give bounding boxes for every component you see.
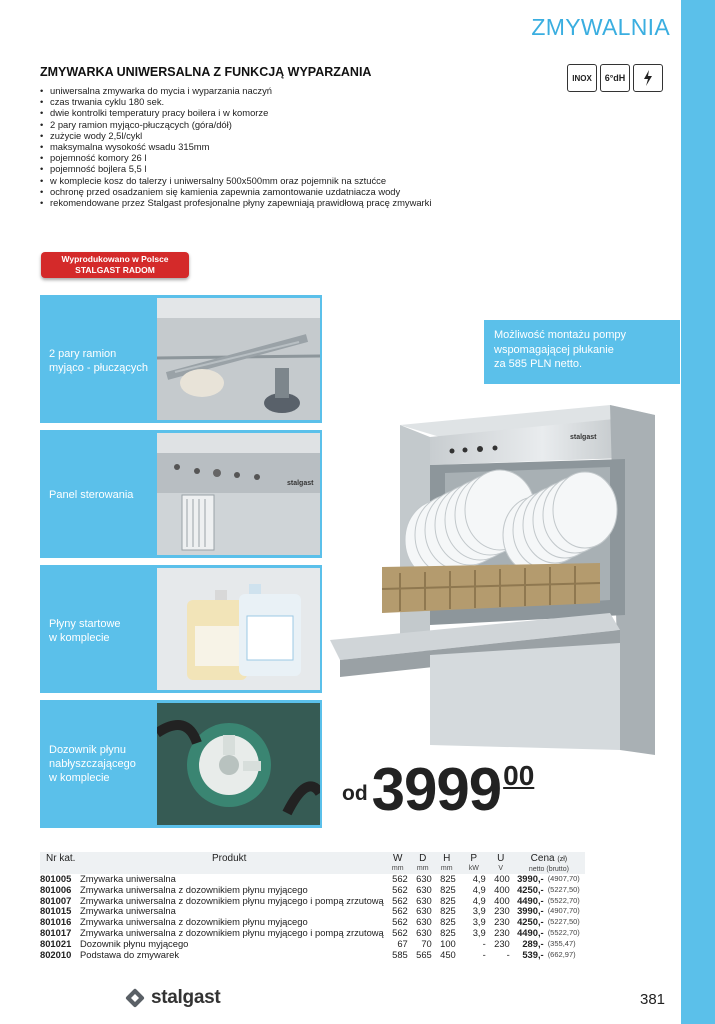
price-decimal: 00	[503, 760, 535, 791]
section-title: ZMYWALNIA	[531, 14, 670, 40]
table-row	[40, 950, 585, 961]
cell-h: 825	[440, 873, 456, 884]
feature-panel-text: Płyny startowe w komplecie	[49, 618, 121, 644]
cell-w: 562	[392, 894, 408, 906]
side-color-strip	[681, 0, 715, 1024]
cell-product: Dozownik płynu myjącego	[80, 937, 189, 949]
cell-u: 400	[494, 873, 510, 884]
made-in-poland-label	[41, 252, 189, 278]
stalgast-logo	[124, 987, 220, 1009]
cell-u: 230	[494, 926, 510, 938]
cell-h: 825	[440, 883, 456, 895]
cell-product: Podstawa do zmywarek	[80, 948, 180, 960]
feature-list	[40, 85, 431, 208]
cell-code: 801005	[40, 873, 72, 884]
table-header-row	[40, 852, 585, 874]
list-item: • zużycie wody 2,5l/cykl	[40, 130, 431, 141]
price-integer: 3999	[371, 756, 502, 823]
cell-u: 230	[494, 916, 510, 928]
cell-u: 400	[494, 883, 510, 895]
cell-gross-price: (5522,70)	[547, 895, 580, 905]
cell-p: 3,9	[472, 916, 486, 928]
feature-panel-text: Dozownik płynu nabłyszczającego w komplecie	[49, 744, 136, 784]
list-item: • pojemność komory 26 l	[40, 152, 431, 163]
inox-badge: INOX	[567, 64, 597, 92]
cell-u: -	[506, 948, 510, 960]
feature-panel-dispenser	[40, 700, 322, 828]
header-price: Cena (zł) netto (brutto)	[513, 852, 585, 874]
dispenser-photo	[157, 703, 320, 825]
cell-gross-price: (5227,50)	[547, 917, 580, 927]
bolt-icon	[633, 64, 663, 92]
logo-icon	[124, 987, 146, 1009]
cell-p: -	[482, 948, 486, 960]
list-item: • pojemność bojlera 5,5 l	[40, 163, 431, 174]
machine-brand-label: stalgast	[570, 434, 597, 441]
list-item: • w komplecie kosz do talerzy i uniwersalny 500x500mm oraz pojemnik na sztućce	[40, 175, 431, 186]
header-u: U V	[489, 852, 513, 874]
cell-h: 825	[440, 905, 456, 917]
header-product: Produkt	[80, 852, 385, 874]
cell-w: 562	[392, 916, 408, 928]
feature-panel-control	[40, 430, 322, 558]
product-table	[40, 852, 585, 960]
water-hardness-badge: 6°dH	[600, 64, 630, 92]
cell-code: 801021	[40, 937, 72, 949]
cell-product: Zmywarka uniwersalna z dozownikiem płynu myjącego i pompą zrzutową	[80, 894, 384, 906]
list-item: • dwie kontrolki temperatury pracy boilera i w komorze	[40, 107, 431, 118]
table-row	[40, 885, 585, 896]
price-prefix: od	[342, 782, 368, 805]
made-label-line2: STALGAST RADOM	[75, 265, 155, 275]
cell-h: 825	[440, 926, 456, 938]
list-item: • czas trwania cyklu 180 sek.	[40, 96, 431, 107]
cell-gross-price: (5522,70)	[547, 927, 580, 937]
cell-d: 70	[421, 937, 432, 949]
cell-h: 100	[440, 937, 456, 949]
cell-product: Zmywarka uniwersalna	[80, 905, 176, 917]
cell-code: 801017	[40, 926, 72, 938]
cell-gross-price: (355,47)	[547, 938, 576, 948]
feature-panel-wash-arms	[40, 295, 322, 423]
price-tag	[342, 756, 535, 823]
cell-net-price: 4490,-	[517, 926, 544, 938]
cell-w: 562	[392, 905, 408, 917]
list-item: • maksymalna wysokość wsadu 315mm	[40, 141, 431, 152]
cell-product: Zmywarka uniwersalna z dozownikiem płynu myjącego i pompą zrzutową	[80, 926, 384, 938]
cell-code: 801015	[40, 905, 72, 917]
made-label-line1: Wyprodukowano w Polsce	[61, 254, 169, 264]
feature-panel-text: 2 pary ramion myjąco - płuczących	[49, 348, 149, 374]
cell-p: -	[482, 937, 486, 949]
cell-d: 630	[416, 883, 432, 895]
cell-gross-price: (662,97)	[547, 949, 576, 959]
cell-u: 230	[494, 937, 510, 949]
cell-u: 400	[494, 894, 510, 906]
cell-net-price: 289,-	[522, 937, 544, 949]
table-row	[40, 939, 585, 950]
cell-code: 802010	[40, 948, 72, 960]
cell-p: 4,9	[472, 894, 486, 906]
cell-product: Zmywarka uniwersalna z dozownikiem płynu myjącego	[80, 883, 308, 895]
liquids-photo	[157, 568, 320, 690]
cell-u: 230	[494, 905, 510, 917]
list-item: • uniwersalna zmywarka do mycia i wyparzania naczyń	[40, 85, 431, 96]
header-h: H mm	[435, 852, 459, 874]
feature-panel-liquids	[40, 565, 322, 693]
cell-code: 801016	[40, 916, 72, 928]
cell-code: 801006	[40, 883, 72, 895]
panel-brand-label: stalgast	[287, 480, 314, 487]
logo-text: stalgast	[151, 987, 221, 1008]
cell-d: 630	[416, 873, 432, 884]
product-title: ZMYWARKA UNIWERSALNA Z FUNKCJĄ WYPARZANIA	[40, 65, 372, 79]
wash-arms-photo	[157, 298, 320, 420]
cell-p: 4,9	[472, 883, 486, 895]
cell-net-price: 3990,-	[517, 905, 544, 917]
dishwasher-photo	[330, 385, 670, 765]
cell-product: Zmywarka uniwersalna z dozownikiem płynu myjącego	[80, 916, 308, 928]
cell-code: 801007	[40, 894, 72, 906]
cell-d: 630	[416, 905, 432, 917]
header-w: W mm	[385, 852, 411, 874]
cell-w: 585	[392, 948, 408, 960]
feature-panel-text: Panel sterowania	[49, 489, 134, 501]
feature-badges	[567, 64, 663, 92]
cell-d: 630	[416, 894, 432, 906]
cell-gross-price: (5227,50)	[547, 884, 580, 894]
header-d: D mm	[411, 852, 435, 874]
cell-d: 630	[416, 926, 432, 938]
cell-product: Zmywarka uniwersalna	[80, 873, 176, 884]
cell-p: 3,9	[472, 926, 486, 938]
list-item: • 2 pary ramion myjąco-płuczących (góra/dół)	[40, 119, 431, 130]
pump-option-note: Możliwość montażu pompy wspomagającej płukanie za 585 PLN netto.	[484, 320, 680, 384]
cell-net-price: 4250,-	[517, 916, 544, 928]
cell-p: 3,9	[472, 905, 486, 917]
cell-d: 630	[416, 916, 432, 928]
cell-w: 562	[392, 873, 408, 884]
cell-d: 565	[416, 948, 432, 960]
list-item: • rekomendowane przez Stalgast profesjonalne płyny zapewniają prawidłową pracę zmywarki	[40, 197, 431, 208]
cell-net-price: 3990,-	[517, 873, 544, 884]
header-code: Nr kat.	[40, 852, 80, 874]
list-item: • ochronę przed osadzaniem się kamienia zapewnia zamontowanie uzdatniacza wody	[40, 186, 431, 197]
cell-w: 67	[397, 937, 408, 949]
cell-w: 562	[392, 883, 408, 895]
cell-gross-price: (4907,70)	[547, 874, 580, 883]
page-number: 381	[640, 991, 666, 1008]
cell-w: 562	[392, 926, 408, 938]
control-panel-photo	[157, 433, 320, 555]
cell-net-price: 4490,-	[517, 894, 544, 906]
cell-p: 4,9	[472, 873, 486, 884]
header-p: P kW	[459, 852, 489, 874]
cell-h: 825	[440, 894, 456, 906]
cell-h: 825	[440, 916, 456, 928]
cell-net-price: 4250,-	[517, 883, 544, 895]
cell-net-price: 539,-	[522, 948, 544, 960]
cell-h: 450	[440, 948, 456, 960]
cell-gross-price: (4907,70)	[547, 906, 580, 916]
